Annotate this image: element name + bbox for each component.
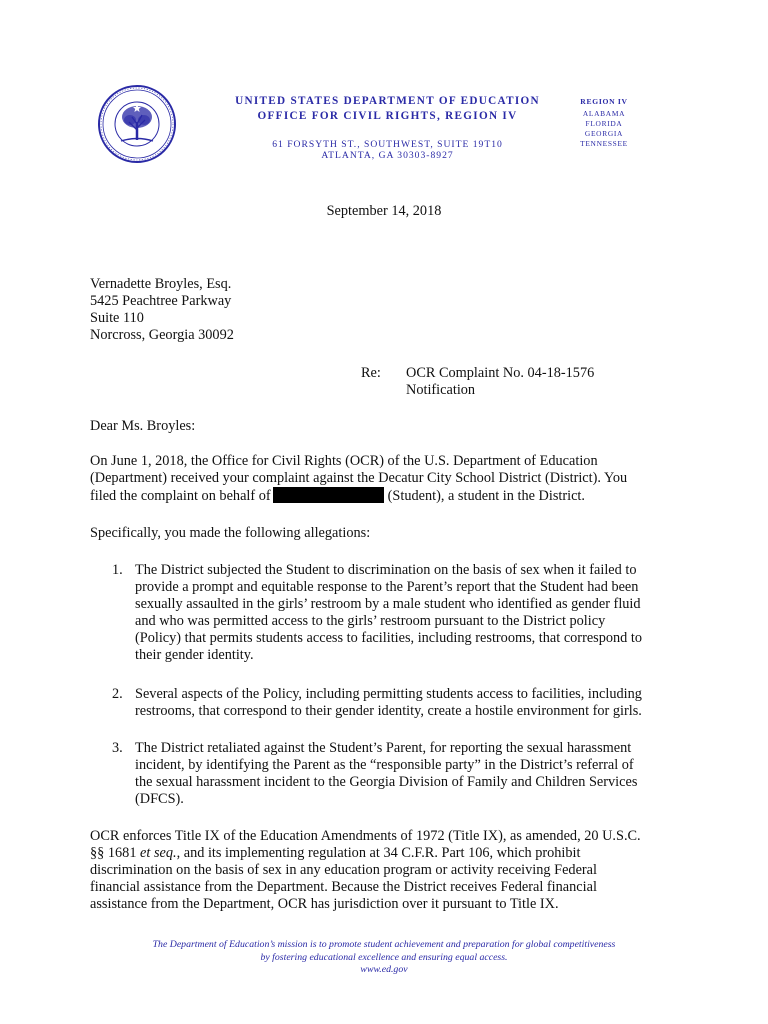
allegation-line: incident, by identifying the Parent as the “responsible party” in the District’s referral of bbox=[135, 757, 634, 773]
recipient-line: Norcross, Georgia 30092 bbox=[90, 327, 234, 343]
re-subject-line: Notification bbox=[406, 382, 476, 398]
allegation-line: sexually assaulted in the girls’ restroom by a male student who identified as gender fluid bbox=[135, 596, 641, 612]
salutation: Dear Ms. Broyles: bbox=[90, 418, 196, 434]
address-line-1: 61 FORSYTH ST., SOUTHWEST, SUITE 19T10 bbox=[272, 139, 503, 150]
letterhead-address bbox=[200, 139, 575, 161]
office-name: OFFICE FOR CIVIL RIGHTS, REGION IV bbox=[257, 110, 518, 122]
paragraph-text: §§ 1681 bbox=[90, 845, 141, 861]
re-label: Re: bbox=[361, 365, 381, 381]
footer-line: The Department of Education’s mission is to promote student achievement and preparation for global competitiveness bbox=[152, 939, 616, 950]
region-block bbox=[560, 97, 648, 149]
recipient-line: Suite 110 bbox=[90, 310, 144, 326]
allegation-text bbox=[135, 686, 642, 720]
re-subject bbox=[406, 365, 594, 399]
paragraph-line: On June 1, 2018, the Office for Civil Rights (OCR) of the U.S. Department of Education bbox=[90, 453, 598, 469]
mission-footer bbox=[0, 939, 768, 977]
recipient-address bbox=[90, 276, 234, 344]
region-state: TENNESSEE bbox=[580, 139, 628, 148]
paragraph-line bbox=[90, 845, 641, 862]
intro-paragraph bbox=[90, 453, 690, 505]
allegation-number: 3. bbox=[112, 740, 123, 756]
footer-url[interactable]: www.ed.gov bbox=[360, 964, 408, 975]
allegation-line: their gender identity. bbox=[135, 647, 254, 663]
allegation-number: 2. bbox=[112, 686, 123, 702]
region-title: REGION IV bbox=[580, 97, 628, 106]
paragraph-line: (Department) received your complaint against the Decatur City School District (District). You bbox=[90, 470, 628, 486]
jurisdiction-paragraph bbox=[90, 828, 641, 913]
agency-name: UNITED STATES DEPARTMENT OF EDUCATION bbox=[235, 95, 540, 107]
allegation-line: The District retaliated against the Student’s Parent, for reporting the sexual harassment bbox=[135, 740, 632, 756]
paragraph-line: assistance from the Department, OCR has jurisdiction over it pursuant to Title IX. bbox=[90, 896, 559, 912]
allegations-intro: Specifically, you made the following allegations: bbox=[90, 525, 371, 541]
redaction-box bbox=[273, 487, 384, 503]
paragraph-line bbox=[90, 487, 690, 505]
region-state: GEORGIA bbox=[584, 129, 624, 138]
allegation-line: Several aspects of the Policy, including permitting students access to facilities, including bbox=[135, 686, 642, 702]
paragraph-text: filed the complaint on behalf of bbox=[90, 488, 271, 504]
department-of-education-seal-icon bbox=[97, 84, 177, 164]
letterhead-title bbox=[200, 94, 575, 124]
italic-citation: et seq. bbox=[140, 845, 177, 861]
paragraph-text: (Student), a student in the District. bbox=[387, 488, 585, 504]
allegation-number: 1. bbox=[112, 562, 123, 578]
footer-line: by fostering educational excellence and ensuring equal access. bbox=[260, 951, 508, 963]
allegation-line: provide a prompt and equitable response to the Parent’s report that the Student had been bbox=[135, 579, 639, 595]
letter-date: September 14, 2018 bbox=[326, 203, 442, 219]
allegation-line: The District subjected the Student to discrimination on the basis of sex when it failed to bbox=[135, 562, 637, 578]
allegation-line: and who was permitted access to the girls’ restroom pursuant to the District policy bbox=[135, 613, 606, 629]
allegation-line: (DFCS). bbox=[135, 791, 184, 807]
allegation-text bbox=[135, 740, 637, 808]
recipient-line: Vernadette Broyles, Esq. bbox=[90, 276, 232, 292]
paragraph-text: , and its implementing regulation at 34 C.F.R. Part 106, which prohibit bbox=[176, 845, 581, 861]
allegation-line: the sexual harassment incident to the Georgia Division of Family and Children Services bbox=[135, 774, 638, 790]
recipient-line: 5425 Peachtree Parkway bbox=[90, 293, 232, 309]
paragraph-line: discrimination on the basis of sex in any education program or activity receiving Federal bbox=[90, 862, 597, 878]
paragraph-line: OCR enforces Title IX of the Education Amendments of 1972 (Title IX), as amended, 20 U.S.C. bbox=[90, 828, 641, 844]
region-state: FLORIDA bbox=[585, 119, 623, 128]
address-line-2: ATLANTA, GA 30303-8927 bbox=[321, 150, 454, 161]
region-state: ALABAMA bbox=[582, 109, 626, 118]
allegation-line: restrooms, that correspond to their gender identity, create a hostile environment for girls. bbox=[135, 703, 642, 719]
allegation-text bbox=[135, 562, 642, 664]
paragraph-line: financial assistance from the Department. Because the District receives Federal financial bbox=[90, 879, 597, 895]
complaint-number: OCR Complaint No. 04-18-1576 bbox=[406, 365, 595, 381]
allegation-line: (Policy) that permits students access to facilities, including restrooms, that correspond to bbox=[135, 630, 643, 646]
